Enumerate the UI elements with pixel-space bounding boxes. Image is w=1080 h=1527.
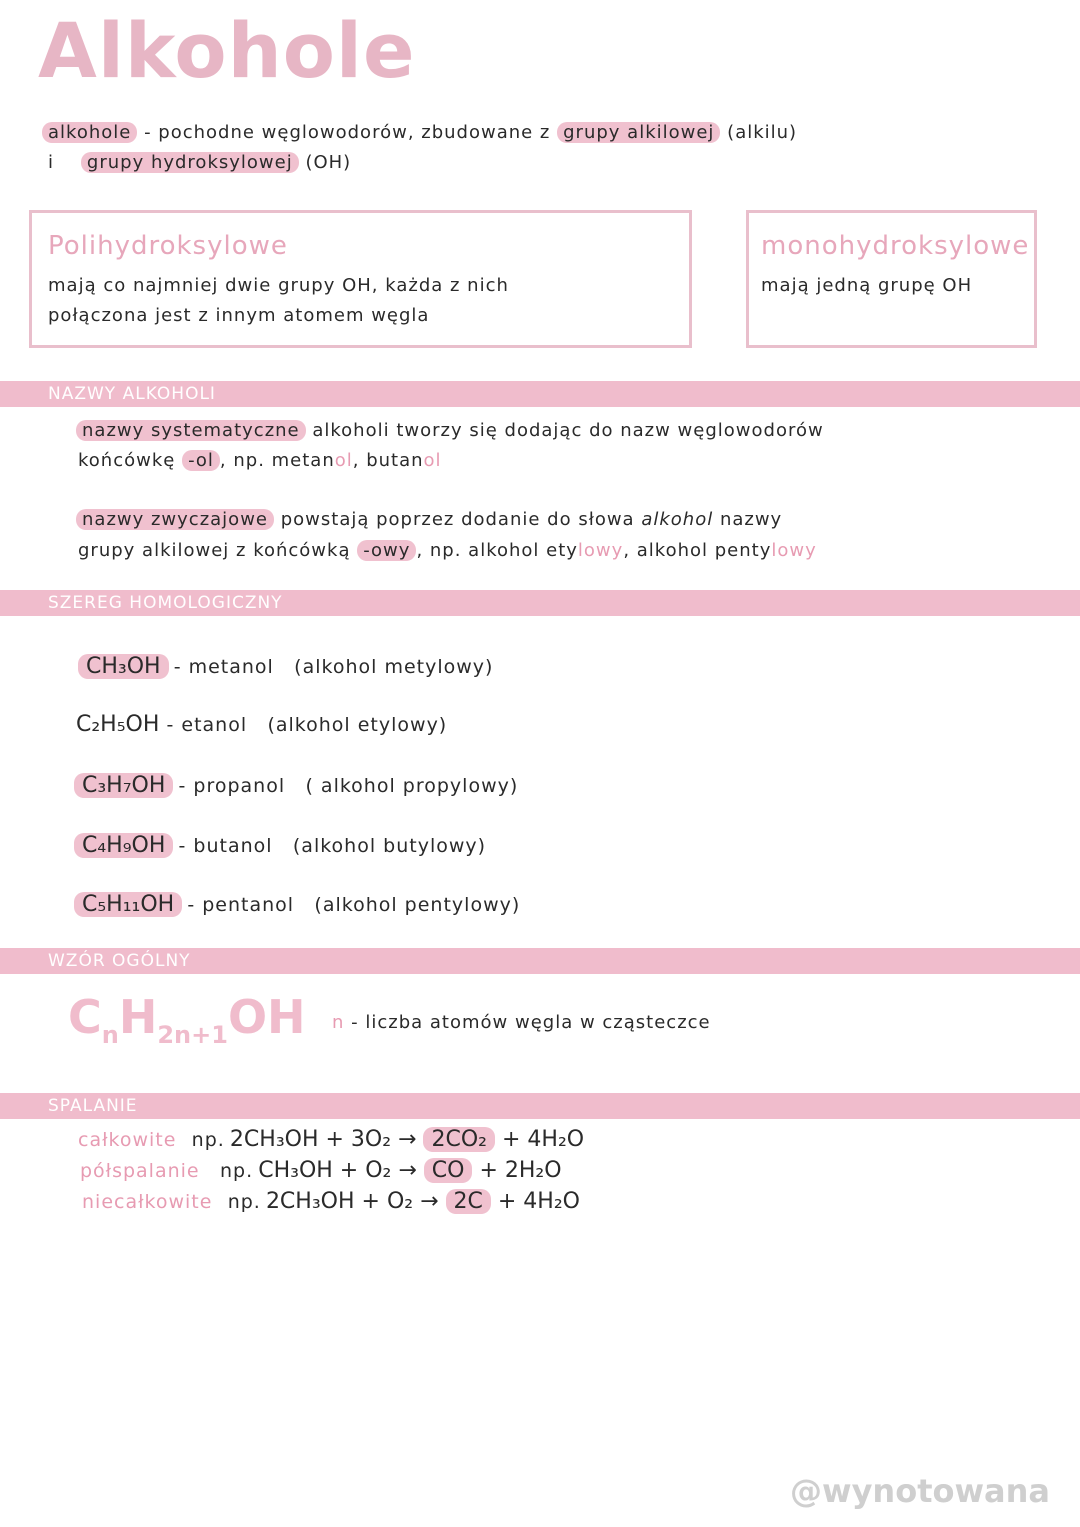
formula-n-label: n: [332, 1012, 345, 1033]
monohydroxy-box: [746, 210, 1037, 348]
common-word-alkohol: alkohol: [641, 509, 714, 530]
series-row-5: [74, 892, 520, 917]
term-alkohole: alkohole: [42, 122, 137, 143]
section-label-names: NAZWY ALKOHOLI: [48, 384, 216, 404]
term-common-names: nazwy zwyczajowe: [76, 509, 274, 530]
series-row-1: [78, 654, 493, 679]
burning-row-2: [80, 1158, 562, 1183]
suffix-owy: -owy: [357, 540, 416, 561]
series-name: - metanol: [173, 656, 274, 678]
watermark: @wynotowana: [790, 1472, 1050, 1510]
series-row-3: [74, 773, 518, 798]
burning-equation-a: 2CH₃OH + 3O₂ →: [229, 1127, 424, 1152]
section-label-series: SZEREG HOMOLOGICZNY: [48, 593, 283, 613]
series-formula: CH₃OH: [78, 654, 169, 679]
burning-prefix: np.: [219, 1160, 254, 1182]
series-common: (alkohol butylowy): [292, 835, 487, 857]
polyhydroxy-title: Polihydroksylowe: [48, 231, 288, 261]
formula-explanation: [332, 1012, 711, 1033]
definition-text-4: (OH): [305, 152, 352, 173]
polyhydroxy-line-2: połączona jest z innym atomem węgla: [48, 305, 430, 326]
example-suffix-3: lowy: [577, 540, 624, 561]
monohydroxy-line-1: mają jedną grupę OH: [761, 275, 973, 296]
series-name: - etanol: [166, 714, 248, 736]
formula-h: H: [118, 990, 158, 1044]
general-formula: [68, 990, 306, 1049]
example-suffix-1: ol: [334, 450, 353, 471]
common-line-1: [76, 509, 782, 530]
common-text-5: , alkohol penty: [623, 540, 772, 561]
burning-type: półspalanie: [80, 1160, 200, 1182]
burning-row-3: [82, 1189, 580, 1214]
series-name: - butanol: [178, 835, 273, 857]
formula-sub: 2n+1: [157, 1021, 228, 1050]
definition-text-3: i: [48, 152, 55, 173]
burning-prefix: np.: [191, 1129, 225, 1151]
polyhydroxy-box: [29, 210, 692, 348]
burning-product: 2C: [446, 1189, 491, 1214]
burning-type: całkowite: [78, 1129, 177, 1151]
burning-equation-a: CH₃OH + O₂ →: [258, 1158, 424, 1183]
polyhydroxy-line-1: mają co najmniej dwie grupy OH, każda z nich: [48, 275, 509, 296]
series-formula: C₅H₁₁OH: [74, 892, 182, 917]
section-band-burning: [0, 1093, 1080, 1119]
formula-c: C: [68, 990, 102, 1044]
series-formula: C₃H₇OH: [74, 773, 173, 798]
systematic-text-2: końcówkę: [78, 450, 176, 471]
section-band-formula: [0, 948, 1080, 974]
common-text-2: nazwy: [719, 509, 783, 530]
common-text-4: , np. alkohol ety: [416, 540, 578, 561]
series-row-4: [74, 833, 486, 858]
common-line-2: [78, 540, 817, 561]
common-text-1: powstają poprzez dodanie do słowa: [280, 509, 635, 530]
definition-text-2: (alkilu): [727, 122, 798, 143]
series-name: - propanol: [178, 775, 286, 797]
series-common: ( alkohol propylowy): [305, 775, 519, 797]
section-band-names: [0, 381, 1080, 407]
systematic-text-3: , np. metan: [219, 450, 335, 471]
systematic-text-1: alkoholi tworzy się dodając do nazw węglowodorów: [312, 420, 824, 441]
burning-equation-b: + 2H₂O: [472, 1158, 562, 1183]
burning-type: niecałkowite: [82, 1191, 213, 1213]
systematic-line-2: [78, 450, 442, 471]
burning-prefix: np.: [227, 1191, 261, 1213]
series-formula: C₂H₅OH: [76, 712, 160, 737]
burning-row-1: [78, 1127, 584, 1152]
section-band-series: [0, 590, 1080, 616]
series-row-2: [74, 712, 447, 737]
term-systematic-names: nazwy systematyczne: [76, 420, 306, 441]
page-title: Alkohole: [38, 6, 416, 95]
formula-explanation-text: - liczba atomów węgla w cząsteczce: [351, 1012, 711, 1033]
systematic-line-1: [76, 420, 824, 441]
burning-equation-a: 2CH₃OH + O₂ →: [265, 1189, 446, 1214]
section-label-burning: SPALANIE: [48, 1096, 138, 1116]
definition-line-2: [48, 152, 351, 173]
burning-product: 2CO₂: [423, 1127, 495, 1152]
series-common: (alkohol metylowy): [294, 656, 494, 678]
suffix-ol: -ol: [182, 450, 220, 471]
definition-line-1: [42, 122, 797, 143]
series-formula: C₄H₉OH: [74, 833, 173, 858]
formula-n: n: [101, 1021, 119, 1050]
burning-equation-b: + 4H₂O: [494, 1127, 585, 1152]
definition-text-1: - pochodne węglowodorów, zbudowane z: [144, 122, 551, 143]
burning-product: CO: [424, 1158, 473, 1183]
term-grupy-hydroksylowej: grupy hydroksylowej: [81, 152, 299, 173]
burning-equation-b: + 4H₂O: [490, 1189, 580, 1214]
formula-oh: OH: [227, 990, 306, 1044]
section-label-formula: WZÓR OGÓLNY: [48, 951, 191, 971]
common-text-3: grupy alkilowej z końcówką: [78, 540, 351, 561]
series-name: - pentanol: [187, 894, 295, 916]
series-common: (alkohol pentylowy): [314, 894, 521, 916]
series-common: (alkohol etylowy): [267, 714, 448, 736]
term-grupy-alkilowej: grupy alkilowej: [557, 122, 720, 143]
systematic-text-4: , butan: [352, 450, 424, 471]
monohydroxy-title: monohydroksylowe: [761, 231, 1030, 261]
example-suffix-4: lowy: [771, 540, 817, 561]
example-suffix-2: ol: [423, 450, 442, 471]
